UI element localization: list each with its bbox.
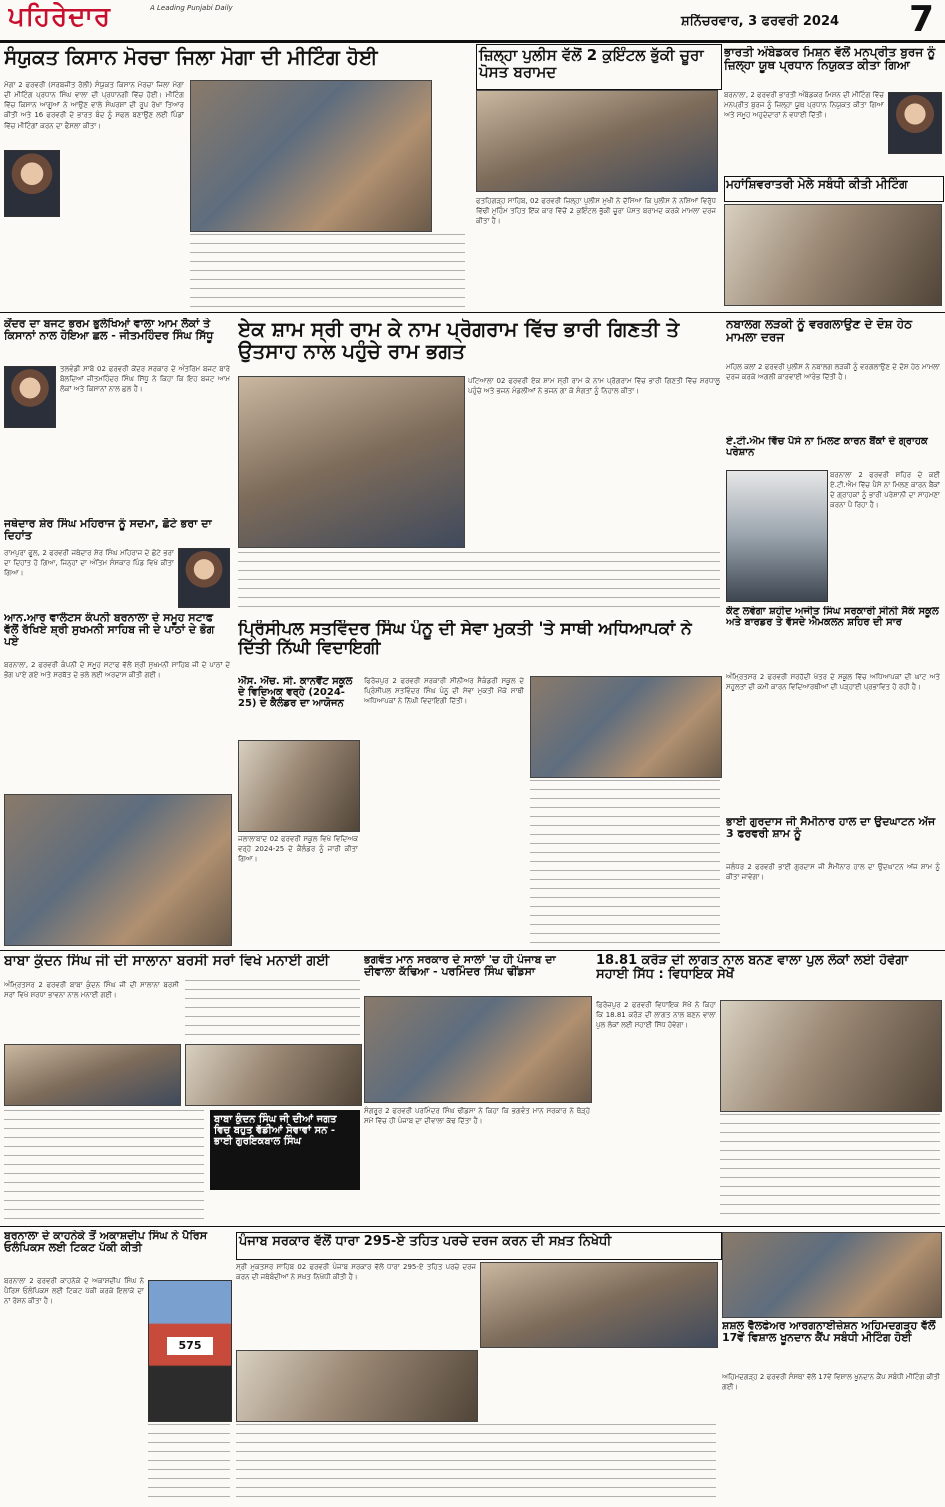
photo-barsi-1 (4, 1044, 181, 1106)
divider (0, 1226, 945, 1227)
photo-dhindsa (364, 996, 592, 1103)
page-number: 7 (908, 0, 935, 40)
article-budget-critique: ਤਲਵੰਡੀ ਸਾਬੋ 02 ਫਰਵਰੀ ਕੇਂਦਰ ਸਰਕਾਰ ਦੇ ਅੰਤਰਿਮ ਬਜਟ ਬਾਰੇ ਬੋਲਦਿਆਂ ਜੀਤਮਹਿੰਦਰ ਸਿੰਘ ਸਿੱਧੂ ਨੇ ਕਿਹਾ ਕਿ ਇਹ ਬਜਟ ਆਮ ਲੋਕਾਂ ਅਤੇ ਕਿਸਾਨਾਂ ਨਾਲ ਛਲ ਹੈ। (60, 365, 230, 394)
portrait-kisan-leader (4, 150, 60, 217)
headline-bridge: 18.81 ਕਰੋੜ ਦੀ ਲਾਗਤ ਨਾਲ ਬਨਣ ਵਾਲਾ ਪੁਲ ਲੋਕਾਂ ਲਈ ਹੋਵੇਗਾ ਸਹਾਈ ਸਿੱਧ : ਵਿਧਾਇਕ ਸੇਖੋਂ (596, 954, 909, 983)
headline-border-school: ਕੌਣ ਲਵੇਗਾ ਸ਼ਹੀਦ ਅਜੀਤ ਸਿੰਘ ਸਰਕਾਰੀ ਸੀਨੀ ਸੈਕੰ ਸਕੂਲ ਅਤੇ ਬਾਰਡਰ ਤੇ ਵੱਸਦੇ ਐਮਕਲਨ ਸ਼ਹਿਰ ਦੀ ਸਾਰ (726, 606, 939, 628)
headline-olympics: ਬਰਨਾਲਾ ਦੇ ਕਾਹਨੇਕੇ ਤੋਂ ਅਕਾਸ਼ਦੀਪ ਸਿੰਘ ਨੇ ਪੈਰਿਸ ਓਲੰਪਿਕਸ ਲਈ ਟਿਕਟ ਪੱਕੀ ਕੀਤੀ (4, 1230, 208, 1255)
headline-atm-problem: ਏ.ਟੀ.ਐਮ ਵਿੱਚ ਪੈਸੇ ਨਾ ਮਿਲਣ ਕਾਰਨ ਬੈਂਕਾਂ ਦੇ ਗ੍ਰਾਹਕ ਪਰੇਸ਼ਾਨ (726, 436, 928, 458)
headline-seminar-hall: ਭਾਈ ਗੁਰਦਾਸ ਜੀ ਸੈਮੀਨਾਰ ਹਾਲ ਦਾ ਉਦਘਾਟਨ ਅੱਜ 3 ਫਰਵਰੀ ਸ਼ਾਮ ਨੂੰ (726, 816, 936, 841)
photo-295a-2 (236, 1350, 478, 1422)
portrait-jeetmohinder-sidhu (4, 366, 56, 428)
portrait-manpreet-burj (888, 92, 942, 154)
article-principal-retirement: ਫਿਰੋਜ਼ਪੁਰ 2 ਫਰਵਰੀ ਸਰਕਾਰੀ ਸੀਨੀਅਰ ਸੈਕੰਡਰੀ ਸਕੂਲ ਦੇ ਪ੍ਰਿੰਸੀਪਲ ਸਤਵਿੰਦਰ ਸਿੰਘ ਪੰਨੂ ਦੀ ਸੇਵਾ ਮੁਕਤੀ ਮੌਕੇ ਸਾਥੀ ਅਧਿਆਪਕਾਂ ਨੇ ਨਿੱਘੀ ਵਿਦਾਇਗੀ ਦਿੱਤੀ। (364, 677, 524, 706)
headline-sukhmani-sahib: ਆਨ.ਆਰ ਵਾਲੰਟਸ ਕੰਪਨੀ ਬਰਨਾਲਾ ਦੇ ਸਮੂਹ ਸਟਾਫ ਵੱਲੋਂ ਰੱਖਿਏ ਸ਼੍ਰੀ ਸੁਖਮਨੀ ਸਾਹਿਬ ਜੀ ਦੇ ਪਾਠਾਂ ਦੇ ਭੋਗ ਪਏ (4, 612, 215, 649)
headline-school-calendar: ਐੱਸ. ਐੱਚ. ਸੀ. ਕਾਨਵੈਂਟ ਸਕੂਲ ਦੇ ਵਿਦਿਅਕ ਵਰ੍ਹੇ (2024-25) ਦੇ ਕੈਲੰਡਰ ਦਾ ਆਯੋਜਨ (238, 676, 353, 709)
photo-sukhmani-sahib (4, 794, 232, 946)
article-barsi: ਅੰਮ੍ਰਿਤਸਰ 2 ਫਰਵਰੀ ਬਾਬਾ ਕੁੰਦਨ ਸਿੰਘ ਜੀ ਦੀ ਸਾਲਾਨਾ ਬਰਸੀ ਸਰਾਂ ਵਿਖੇ ਸ਼ਰਧਾ ਭਾਵਨਾ ਨਾਲ ਮਨਾਈ ਗਈ। (4, 981, 179, 1000)
headline-shivratri-meeting: ਮਹਾਂਸ਼ਿਵਰਾਤਰੀ ਮੇਲੇ ਸਬੰਧੀ ਕੀਤੀ ਮੀਟਿੰਗ (724, 176, 944, 202)
text-continuation (720, 1114, 940, 1220)
photo-kisan-meeting (190, 80, 432, 232)
divider (0, 312, 945, 313)
article-295a: ਸ੍ਰੀ ਮੁਕਤਸਰ ਸਾਹਿਬ 02 ਫਰਵਰੀ ਪੰਜਾਬ ਸਰਕਾਰ ਵੱਲੋਂ ਧਾਰਾ 295-ਏ ਤਹਿਤ ਪਰਚੇ ਦਰਜ ਕਰਨ ਦੀ ਜਥੇਬੰਦੀਆਂ ਨੇ ਸਖ਼ਤ ਨਿਖੇਧੀ ਕੀਤੀ ਹੈ। (236, 1263, 476, 1282)
tagline: A Leading Punjabi Daily (150, 4, 233, 12)
quote-box-kundan-singh: ਬਾਬਾ ਕੁੰਦਨ ਸਿੰਘ ਜੀ ਦੀਆਂ ਜਗਤ ਵਿਚ ਬਹੁਤ ਵੱਡੀਆਂ ਸੇਵਾਵਾਂ ਸਨ - ਭਾਈ ਗੁਰਇਕਬਾਲ ਸਿੰਘ (210, 1110, 360, 1190)
headline-295a: ਪੰਜਾਬ ਸਰਕਾਰ ਵੱਲੋਂ ਧਾਰਾ 295-ਏ ਤਹਿਤ ਪਰਚੇ ਦਰਜ ਕਰਨ ਦੀ ਸਖ਼ਤ ਨਿਖੇਧੀ (236, 1232, 722, 1260)
photo-school-calendar (238, 740, 360, 832)
article-kisan-morcha: ਮੋਗਾ 2 ਫਰਵਰੀ (ਸਰਬਜੀਤ ਰੋਲੀ) ਸੰਯੁਕਤ ਕਿਸਾਨ ਮੋਰਚਾ ਜਿਲਾ ਮੋਗਾ ਦੀ ਮੀਟਿੰਗ ਪ੍ਰਧਾਨ ਸਿੰਘ ਵਾਲਾ ਦੀ ਪ੍ਰਧਾਨਗੀ ਵਿੱਚ ਹੋਈ। ਮੀਟਿੰਗ ਵਿੱਚ ਕਿਸਾਨ ਆਗੂਆਂ ਨੇ ਆਉਣ ਵਾਲੇ ਸੰਘਰਸ਼ਾਂ ਦੀ ਰੂਪ ਰੇਖਾ ਤਿਆਰ ਕੀਤੀ ਅਤੇ 16 ਫਰਵਰੀ ਦੇ ਭਾਰਤ ਬੰਦ ਨੂੰ ਸਫਲ ਬਣਾਉਣ ਲਈ ਪਿੰਡਾਂ ਵਿੱਚ ਮੀਟਿੰਗਾਂ ਕਰਨ ਦਾ ਫੈਸਲਾ ਕੀਤਾ। (4, 81, 184, 130)
issue-date: ਸ਼ਨਿੱਚਰਵਾਰ, 3 ਫਰਵਰੀ 2024 (680, 14, 840, 29)
text-continuation (530, 780, 720, 944)
headline-barsi: ਬਾਬਾ ਕੁੰਦਨ ਸਿੰਘ ਜੀ ਦੀ ਸਾਲਾਨਾ ਬਰਸੀ ਸਰਾਂ ਵਿਖੇ ਮਨਾਈ ਗਈ (4, 954, 330, 969)
article-atm-problem: ਬਰਨਾਲਾ 2 ਫਰਵਰੀ ਸ਼ਹਿਰ ਦੇ ਕਈ ਏ.ਟੀ.ਐਮ ਵਿੱਚ ਪੈਸੇ ਨਾ ਮਿਲਣ ਕਾਰਨ ਬੈਂਕਾਂ ਦੇ ਗ੍ਰਾਹਕਾਂ ਨੂੰ ਭਾਰੀ ਪਰੇਸ਼ਾਨੀ ਦਾ ਸਾਹਮਣਾ ਕਰਨਾ ਪੈ ਰਿਹਾ ਹੈ। (830, 471, 940, 510)
portrait-deceased (178, 548, 230, 608)
headline-principal-retirement: ਪ੍ਰਿੰਸੀਪਲ ਸਤਵਿੰਦਰ ਸਿੰਘ ਪੰਨੂ ਦੀ ਸੇਵਾ ਮੁਕਤੀ 'ਤੇ ਸਾਥੀ ਅਧਿਆਪਕਾਂ ਨੇ ਦਿੱਤੀ ਨਿੱਘੀ ਵਿਦਾਇਗੀ (238, 620, 692, 658)
article-ram-program: ਪਟਿਆਲਾ 02 ਫਰਵਰੀ ਏਕ ਸ਼ਾਮ ਸ੍ਰੀ ਰਾਮ ਕੇ ਨਾਮ ਪ੍ਰੋਗਰਾਮ ਵਿੱਚ ਭਾਰੀ ਗਿਣਤੀ ਵਿੱਚ ਸ਼ਰਧਾਲੂ ਪਹੁੰਚੇ ਅਤੇ ਭਜਨ ਮੰਡਲੀਆਂ ਨੇ ਭਜਨ ਗਾ ਕੇ ਸੰਗਤਾਂ ਨੂੰ ਨਿਹਾਲ ਕੀਤਾ। (468, 377, 720, 396)
article-seminar-hall: ਜਲੰਧਰ 2 ਫਰਵਰੀ ਭਾਈ ਗੁਰਦਾਸ ਜੀ ਸੈਮੀਨਾਰ ਹਾਲ ਦਾ ਉਦਘਾਟਨ ਅੱਜ ਸ਼ਾਮ ਨੂੰ ਕੀਤਾ ਜਾਵੇਗਾ। (726, 863, 940, 882)
photo-police-recovery (476, 90, 718, 192)
headline-dhindsa: ਭਗਵੰਤ ਮਾਨ ਸਰਕਾਰ ਦੇ ਸਾਲਾਂ 'ਚ ਹੀ ਪੰਜਾਬ ਦਾ ਦੀਵਾਲਾ ਕੱਢਿਆ - ਪਰਮਿੰਦਰ ਸਿੰਘ ਢੀਂਡਸਾ (364, 954, 556, 979)
article-sukhmani-sahib: ਬਰਨਾਲਾ, 2 ਫਰਵਰੀ ਕੰਪਨੀ ਦੇ ਸਮੂਹ ਸਟਾਫ ਵੱਲੋਂ ਸ਼੍ਰੀ ਸੁਖਮਨੀ ਸਾਹਿਬ ਜੀ ਦੇ ਪਾਠਾਂ ਦੇ ਭੋਗ ਪਾਏ ਗਏ ਅਤੇ ਸਰਬੱਤ ਦੇ ਭਲੇ ਲਈ ਅਰਦਾਸ ਕੀਤੀ ਗਈ। (4, 661, 230, 680)
headline-blood-camp: ਸ਼ਸ਼ਲ ਵੈਲਫੇਅਰ ਆਰਗਨਾਈਜ਼ੇਸ਼ਨ ਅਹਿਮਦਗੜ੍ਹ ਵੱਲੋਂ 17ਵੇਂ ਵਿਸ਼ਾਲ ਖੂਨਦਾਨ ਕੈਂਪ ਸਬੰਧੀ ਮੀਟਿੰਗ ਹੋਈ (722, 1320, 936, 1345)
divider (0, 950, 945, 951)
article-school-calendar: ਜਲਾਲਾਬਾਦ 02 ਫਰਵਰੀ ਸਕੂਲ ਵਿਖੇ ਵਿਦਿਅਕ ਵਰ੍ਹੇ 2024-25 ਦੇ ਕੈਲੰਡਰ ਨੂੰ ਜਾਰੀ ਕੀਤਾ ਗਿਆ। (238, 835, 358, 864)
text-continuation (190, 234, 465, 309)
headline-jathedar-demise: ਜਥੇਦਾਰ ਸ਼ੇਰ ਸਿੰਘ ਮਹਿਰਾਜ ਨੂੰ ਸਦਮਾ, ਛੋਟੇ ਭਰਾ ਦਾ ਦਿਹਾਂਤ (4, 518, 212, 543)
article-blood-camp: ਅਹਿਮਦਗੜ੍ਹ 2 ਫਰਵਰੀ ਸੰਸਥਾ ਵੱਲੋਂ 17ਵੇਂ ਵਿਸ਼ਾਲ ਖੂਨਦਾਨ ਕੈਂਪ ਸਬੰਧੀ ਮੀਟਿੰਗ ਕੀਤੀ ਗਈ। (722, 1373, 940, 1392)
photo-blood-camp (722, 1232, 942, 1318)
article-border-school: ਅੰਮ੍ਰਿਤਸਰ 2 ਫਰਵਰੀ ਸਰਹੱਦੀ ਖੇਤਰ ਦੇ ਸਕੂਲ ਵਿੱਚ ਅਧਿਆਪਕਾਂ ਦੀ ਘਾਟ ਅਤੇ ਸਹੂਲਤਾਂ ਦੀ ਕਮੀ ਕਾਰਨ ਵਿਦਿਆਰਥੀਆਂ ਦੀ ਪੜ੍ਹਾਈ ਪ੍ਰਭਾਵਿਤ ਹੋ ਰਹੀ ਹੈ। (726, 673, 940, 692)
photo-bridge (720, 1000, 942, 1112)
article-olympics: ਬਰਨਾਲਾ 2 ਫਰਵਰੀ ਕਾਹਨੇਕੇ ਦੇ ਅਕਾਸ਼ਦੀਪ ਸਿੰਘ ਨੇ ਪੈਰਿਸ ਓਲੰਪਿਕਸ ਲਈ ਟਿਕਟ ਪੱਕੀ ਕਰਕੇ ਇਲਾਕੇ ਦਾ ਨਾਂ ਰੋਸ਼ਨ ਕੀਤਾ ਹੈ। (4, 1277, 144, 1306)
photo-ram-program (238, 376, 465, 548)
text-continuation (238, 552, 720, 612)
headline-police-recovery: ਜ਼ਿਲ੍ਹਾ ਪੁਲੀਸ ਵੱਲੋਂ 2 ਕੁਇੰਟਲ ਭੁੱਕੀ ਚੂਰਾ ਪੋਸਤ ਬਰਾਮਦ (476, 44, 722, 90)
photo-295a-1 (480, 1262, 718, 1348)
photo-runner (148, 1280, 232, 1422)
article-police-recovery: ਫਤਹਿਗੜ੍ਹ ਸਾਹਿਬ, 02 ਫਰਵਰੀ ਜ਼ਿਲ੍ਹਾ ਪੁਲੀਸ ਮੁਖੀ ਨੇ ਦੱਸਿਆ ਕਿ ਪੁਲੀਸ ਨੇ ਨਸ਼ਿਆਂ ਵਿਰੁੱਧ ਵਿੱਢੀ ਮੁਹਿੰਮ ਤਹਿਤ ਇੱਕ ਕਾਰ ਵਿੱਚੋਂ 2 ਕੁਇੰਟਲ ਭੁੱਕੀ ਚੂਰਾ ਪੋਸਤ ਬਰਾਮਦ ਕਰਕੇ ਮਾਮਲਾ ਦਰਜ ਕੀਤਾ ਹੈ। (476, 197, 716, 226)
article-dhindsa: ਸੰਗਰੂਰ 2 ਫਰਵਰੀ ਪਰਮਿੰਦਰ ਸਿੰਘ ਢੀਂਡਸਾ ਨੇ ਕਿਹਾ ਕਿ ਭਗਵੰਤ ਮਾਨ ਸਰਕਾਰ ਨੇ ਥੋੜ੍ਹੇ ਸਮੇਂ ਵਿੱਚ ਹੀ ਪੰਜਾਬ ਦਾ ਦੀਵਾਲਾ ਕੱਢ ਦਿੱਤਾ ਹੈ। (364, 1107, 590, 1126)
text-continuation (148, 1424, 230, 1502)
newspaper-logo: ਪਹਿਰੇਦਾਰ (8, 2, 111, 32)
runner-bib: 575 (167, 1337, 213, 1355)
headline-kisan-morcha: ਸੰਯੁਕਤ ਕਿਸਾਨ ਮੋਰਚਾ ਜਿਲਾ ਮੋਗਾ ਦੀ ਮੀਟਿੰਗ ਹੋਈ (4, 46, 378, 69)
headline-budget-critique: ਕੇਂਦਰ ਦਾ ਬਜਟ ਭਰਮ ਭੁਲੇਖਿਆਂ ਵਾਲਾ ਆਮ ਲੋਕਾਂ ਤੇ ਕਿਸਾਨਾਂ ਨਾਲ ਹੋਇਆ ਛਲ - ਜੀਤਮਹਿੰਦਰ ਸਿੰਘ ਸਿੱਧੂ (4, 318, 214, 343)
article-ambedkar-mission: ਬਰਨਾਲਾ, 2 ਫਰਵਰੀ ਭਾਰਤੀ ਅੰਬੇਡਕਰ ਮਿਸ਼ਨ ਦੀ ਮੀਟਿੰਗ ਵਿੱਚ ਮਨਪ੍ਰੀਤ ਬੁਰਜ ਨੂੰ ਜ਼ਿਲ੍ਹਾ ਯੂਥ ਪ੍ਰਧਾਨ ਨਿਯੁਕਤ ਕੀਤਾ ਗਿਆ ਅਤੇ ਸਮੂਹ ਅਹੁਦੇਦਾਰਾਂ ਨੇ ਵਧਾਈ ਦਿੱਤੀ। (724, 91, 884, 120)
text-continuation (4, 1110, 204, 1220)
photo-atm (726, 470, 828, 602)
headline-ambedkar-mission: ਭਾਰਤੀ ਅੰਬੇਡਕਰ ਮਿਸ਼ਨ ਵੱਲੋਂ ਮਨਪ੍ਰੀਤ ਬੁਰਜ ਨੂੰ ਜ਼ਿਲ੍ਹਾ ਯੂਥ ਪ੍ਰਧਾਨ ਨਿਯੁਕਤ ਕੀਤਾ ਗਿਆ (724, 46, 936, 73)
article-bridge: ਫ਼ਿਰੋਜ਼ਪੁਰ 2 ਫਰਵਰੀ ਵਿਧਾਇਕ ਸੇਖੋਂ ਨੇ ਕਿਹਾ ਕਿ 18.81 ਕਰੋੜ ਦੀ ਲਾਗਤ ਨਾਲ ਬਣਨ ਵਾਲਾ ਪੁਲ ਲੋਕਾਂ ਲਈ ਸਹਾਈ ਸਿੱਧ ਹੋਵੇਗਾ। (596, 1001, 716, 1030)
article-jathedar-demise: ਰਾਮਪੁਰਾ ਫੂਲ, 2 ਫਰਵਰੀ ਜਥੇਦਾਰ ਸ਼ੇਰ ਸਿੰਘ ਮਹਿਰਾਜ ਦੇ ਛੋਟੇ ਭਰਾ ਦਾ ਦਿਹਾਂਤ ਹੋ ਗਿਆ, ਜਿਨ੍ਹਾਂ ਦਾ ਅੰਤਿਮ ਸੰਸਕਾਰ ਪਿੰਡ ਵਿਖੇ ਕੀਤਾ ਗਿਆ। (4, 549, 174, 578)
text-continuation (185, 980, 360, 1040)
article-minor-case: ਮਹਿਲ ਕਲਾਂ 2 ਫਰਵਰੀ ਪੁਲੀਸ ਨੇ ਨਬਾਲਗ ਲੜਕੀ ਨੂੰ ਵਰਗਲਾਉਣ ਦੇ ਦੋਸ਼ ਹੇਠ ਮਾਮਲਾ ਦਰਜ ਕਰਕੇ ਅਗਲੀ ਕਾਰਵਾਈ ਆਰੰਭ ਦਿੱਤੀ ਹੈ। (726, 363, 940, 382)
text-continuation (236, 1424, 716, 1502)
photo-shivratri-meeting (724, 204, 942, 306)
headline-minor-case: ਨਬਾਲਗ ਲੜਕੀ ਨੂੰ ਵਰਗਲਾਉਣ ਦੇ ਦੋਸ਼ ਹੇਠ ਮਾਮਲਾ ਦਰਜ (726, 318, 912, 345)
headline-ram-program: ਏਕ ਸ਼ਾਮ ਸ੍ਰੀ ਰਾਮ ਕੇ ਨਾਮ ਪ੍ਰੋਗਰਾਮ ਵਿੱਚ ਭਾਰੀ ਗਿਣਤੀ ਤੇ ਉਤਸਾਹ ਨਾਲ ਪਹੁੰਚੇ ਰਾਮ ਭਗਤ (238, 318, 680, 363)
photo-principal-retirement (530, 676, 722, 778)
photo-barsi-2 (185, 1044, 362, 1106)
masthead (0, 0, 945, 43)
